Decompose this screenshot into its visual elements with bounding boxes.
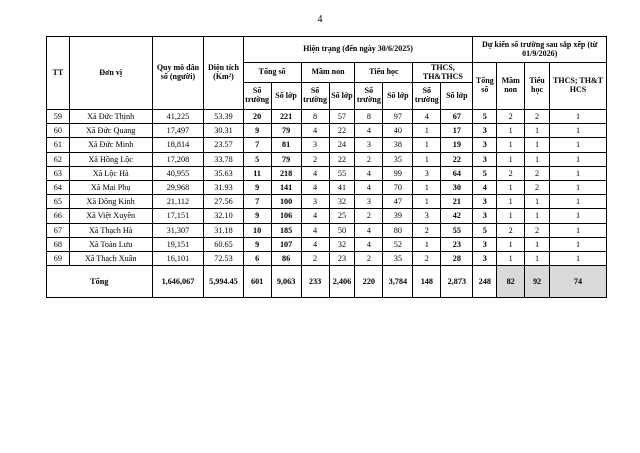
row-secondary-classes: 21: [441, 195, 473, 209]
row-plan-total: 3: [473, 237, 497, 251]
row-unit: Xã Hồng Lộc: [69, 152, 152, 166]
row-plan-preschool: 1: [497, 152, 525, 166]
row-plan-total: 5: [473, 223, 497, 237]
row-plan-total: 4: [473, 180, 497, 194]
row-plan-secondary: 1: [549, 209, 606, 223]
row-primary-schools: 3: [355, 138, 383, 152]
total-plan-secondary: 74: [549, 266, 606, 298]
row-plan-primary: 2: [525, 110, 550, 124]
row-primary-schools: 3: [355, 195, 383, 209]
row-tt: 59: [47, 110, 70, 124]
table-row: [47, 251, 607, 265]
header-unit: Đơn vị: [69, 37, 152, 110]
row-preschool-classes: 25: [329, 209, 355, 223]
row-secondary-classes: 22: [441, 152, 473, 166]
row-tt: 60: [47, 124, 70, 138]
row-total-schools: 9: [243, 124, 271, 138]
row-secondary-schools: 4: [413, 110, 441, 124]
row-population: 17,208: [152, 152, 204, 166]
row-preschool-schools: 4: [301, 180, 329, 194]
row-total-schools: 5: [243, 152, 271, 166]
row-primary-classes: 80: [383, 223, 413, 237]
header-current-primary: Tiểu học: [355, 63, 413, 83]
total-secondary-classes: 2,873: [441, 266, 473, 298]
row-plan-preschool: 1: [497, 180, 525, 194]
row-preschool-classes: 32: [329, 195, 355, 209]
header-plan-preschool: Mầm non: [497, 63, 525, 110]
row-plan-secondary: 1: [549, 166, 606, 180]
row-total-schools: 9: [243, 209, 271, 223]
total-secondary-schools: 148: [413, 266, 441, 298]
row-secondary-classes: 67: [441, 110, 473, 124]
row-primary-schools: 2: [355, 209, 383, 223]
header-schools: Số trường: [355, 83, 383, 110]
row-population: 21,112: [152, 195, 204, 209]
header-classes: Số lớp: [329, 83, 355, 110]
table-row: [47, 110, 607, 124]
row-plan-total: 3: [473, 138, 497, 152]
row-area: 27.56: [204, 195, 243, 209]
row-secondary-schools: 1: [413, 152, 441, 166]
row-plan-primary: 1: [525, 152, 550, 166]
header-planned: Dự kiến số trường sau sắp xếp (từ 01/9/2026): [473, 37, 607, 63]
table-row: [47, 166, 607, 180]
row-primary-schools: 4: [355, 180, 383, 194]
row-plan-secondary: 1: [549, 195, 606, 209]
row-tt: 69: [47, 251, 70, 265]
row-primary-classes: 99: [383, 166, 413, 180]
row-total-schools: 11: [243, 166, 271, 180]
table-body: [47, 110, 607, 298]
row-population: 17,497: [152, 124, 204, 138]
row-plan-primary: 1: [525, 237, 550, 251]
row-secondary-schools: 2: [413, 223, 441, 237]
row-population: 40,955: [152, 166, 204, 180]
row-primary-schools: 4: [355, 223, 383, 237]
row-area: 31.93: [204, 180, 243, 194]
row-secondary-classes: 55: [441, 223, 473, 237]
row-primary-schools: 4: [355, 237, 383, 251]
row-preschool-classes: 57: [329, 110, 355, 124]
row-primary-classes: 35: [383, 251, 413, 265]
total-area: 5,994.45: [204, 266, 243, 298]
row-plan-primary: 1: [525, 195, 550, 209]
row-area: 53.39: [204, 110, 243, 124]
row-plan-preschool: 2: [497, 166, 525, 180]
row-unit: Xã Đức Minh: [69, 138, 152, 152]
row-preschool-schools: 4: [301, 166, 329, 180]
table-row: [47, 237, 607, 251]
row-secondary-classes: 23: [441, 237, 473, 251]
row-plan-preschool: 1: [497, 138, 525, 152]
row-population: 31,307: [152, 223, 204, 237]
header-classes: Số lớp: [383, 83, 413, 110]
row-preschool-classes: 50: [329, 223, 355, 237]
row-preschool-schools: 2: [301, 251, 329, 265]
row-total-classes: 107: [271, 237, 301, 251]
row-area: 23.57: [204, 138, 243, 152]
row-plan-secondary: 1: [549, 110, 606, 124]
row-preschool-classes: 22: [329, 152, 355, 166]
row-primary-classes: 40: [383, 124, 413, 138]
row-unit: Xã Mai Phụ: [69, 180, 152, 194]
row-tt: 68: [47, 237, 70, 251]
row-plan-preschool: 1: [497, 195, 525, 209]
row-preschool-classes: 23: [329, 251, 355, 265]
header-classes: Số lớp: [441, 83, 473, 110]
row-total-classes: 141: [271, 180, 301, 194]
row-plan-preschool: 1: [497, 124, 525, 138]
row-plan-secondary: 1: [549, 152, 606, 166]
row-secondary-schools: 1: [413, 180, 441, 194]
total-plan-primary: 92: [525, 266, 550, 298]
table-row: [47, 180, 607, 194]
row-preschool-schools: 2: [301, 152, 329, 166]
header-plan-secondary: THCS; TH&T HCS: [549, 63, 606, 110]
row-primary-schools: 2: [355, 152, 383, 166]
row-secondary-classes: 19: [441, 138, 473, 152]
row-total-schools: 6: [243, 251, 271, 265]
row-plan-total: 3: [473, 152, 497, 166]
table-row: [47, 195, 607, 209]
row-population: 29,968: [152, 180, 204, 194]
table-row: [47, 138, 607, 152]
row-area: 32.10: [204, 209, 243, 223]
row-population: 17,151: [152, 209, 204, 223]
header-classes: Số lớp: [271, 83, 301, 110]
row-plan-total: 3: [473, 251, 497, 265]
table-row: [47, 124, 607, 138]
header-current-secondary: THCS, TH&THCS: [413, 63, 473, 83]
row-area: 60.65: [204, 237, 243, 251]
row-plan-total: 5: [473, 110, 497, 124]
row-plan-preschool: 1: [497, 209, 525, 223]
row-preschool-classes: 55: [329, 166, 355, 180]
row-plan-total: 3: [473, 124, 497, 138]
row-plan-secondary: 1: [549, 180, 606, 194]
row-total-schools: 7: [243, 138, 271, 152]
row-plan-total: 5: [473, 166, 497, 180]
row-population: 18,814: [152, 138, 204, 152]
total-label: Tổng: [47, 266, 153, 298]
row-unit: Xã Toàn Lưu: [69, 237, 152, 251]
row-total-classes: 79: [271, 152, 301, 166]
row-area: 30.31: [204, 124, 243, 138]
row-preschool-classes: 41: [329, 180, 355, 194]
row-population: 19,151: [152, 237, 204, 251]
row-unit: Xã Đức Thịnh: [69, 110, 152, 124]
row-plan-primary: 1: [525, 138, 550, 152]
row-primary-classes: 47: [383, 195, 413, 209]
row-plan-secondary: 1: [549, 124, 606, 138]
header-plan-primary: Tiểu học: [525, 63, 550, 110]
row-unit: Xã Đông Kinh: [69, 195, 152, 209]
row-tt: 66: [47, 209, 70, 223]
row-preschool-schools: 3: [301, 138, 329, 152]
row-preschool-schools: 4: [301, 209, 329, 223]
row-tt: 65: [47, 195, 70, 209]
row-plan-secondary: 1: [549, 223, 606, 237]
row-area: 72.53: [204, 251, 243, 265]
row-preschool-classes: 22: [329, 124, 355, 138]
school-data-table: [46, 36, 607, 298]
header-schools: Số trường: [413, 83, 441, 110]
row-plan-preschool: 1: [497, 251, 525, 265]
total-plan-preschool: 82: [497, 266, 525, 298]
row-population: 41,225: [152, 110, 204, 124]
row-secondary-schools: 1: [413, 195, 441, 209]
row-tt: 61: [47, 138, 70, 152]
row-primary-schools: 4: [355, 166, 383, 180]
row-primary-schools: 8: [355, 110, 383, 124]
row-unit: Xã Đức Quang: [69, 124, 152, 138]
row-total-schools: 10: [243, 223, 271, 237]
total-classes: 9,063: [271, 266, 301, 298]
header-current-status: Hiện trạng (đến ngày 30/6/2025): [243, 37, 473, 63]
row-total-schools: 20: [243, 110, 271, 124]
total-plan-total: 248: [473, 266, 497, 298]
row-preschool-schools: 4: [301, 124, 329, 138]
row-secondary-classes: 30: [441, 180, 473, 194]
row-tt: 64: [47, 180, 70, 194]
row-primary-classes: 38: [383, 138, 413, 152]
row-secondary-classes: 42: [441, 209, 473, 223]
row-total-schools: 9: [243, 180, 271, 194]
row-primary-classes: 97: [383, 110, 413, 124]
header-population: Quy mô dân số (người): [152, 37, 204, 110]
row-tt: 62: [47, 152, 70, 166]
row-primary-classes: 39: [383, 209, 413, 223]
row-primary-classes: 52: [383, 237, 413, 251]
total-primary-schools: 220: [355, 266, 383, 298]
row-secondary-schools: 1: [413, 124, 441, 138]
header-current-preschool: Mầm non: [301, 63, 355, 83]
row-area: 31.18: [204, 223, 243, 237]
row-primary-schools: 4: [355, 124, 383, 138]
header-schools: Số trường: [301, 83, 329, 110]
row-unit: Xã Thạch Xuân: [69, 251, 152, 265]
row-plan-secondary: 1: [549, 237, 606, 251]
row-primary-schools: 2: [355, 251, 383, 265]
page-number: 4: [317, 14, 323, 25]
row-plan-primary: 2: [525, 180, 550, 194]
header-plan-total: Tổng số: [473, 63, 497, 110]
row-primary-classes: 35: [383, 152, 413, 166]
row-population: 16,101: [152, 251, 204, 265]
row-total-classes: 185: [271, 223, 301, 237]
row-area: 33.78: [204, 152, 243, 166]
row-plan-secondary: 1: [549, 251, 606, 265]
header-schools: Số trường: [243, 83, 271, 110]
row-total-classes: 100: [271, 195, 301, 209]
row-total-classes: 106: [271, 209, 301, 223]
table-row: [47, 152, 607, 166]
row-total-classes: 81: [271, 138, 301, 152]
row-secondary-schools: 1: [413, 138, 441, 152]
row-unit: Xã Thạch Hà: [69, 223, 152, 237]
row-preschool-classes: 32: [329, 237, 355, 251]
row-plan-preschool: 1: [497, 237, 525, 251]
total-preschool-schools: 233: [301, 266, 329, 298]
row-preschool-schools: 4: [301, 237, 329, 251]
table-row: [47, 209, 607, 223]
total-population: 1,646,067: [152, 266, 204, 298]
row-preschool-schools: 3: [301, 195, 329, 209]
row-secondary-classes: 17: [441, 124, 473, 138]
row-secondary-schools: 1: [413, 237, 441, 251]
row-plan-secondary: 1: [549, 138, 606, 152]
table-row: [47, 223, 607, 237]
row-preschool-schools: 4: [301, 223, 329, 237]
row-plan-primary: 2: [525, 166, 550, 180]
header-area: Diện tích (Km²): [204, 37, 243, 110]
row-plan-preschool: 2: [497, 110, 525, 124]
total-preschool-classes: 2,406: [329, 266, 355, 298]
row-preschool-classes: 24: [329, 138, 355, 152]
row-primary-classes: 70: [383, 180, 413, 194]
row-area: 35.63: [204, 166, 243, 180]
row-total-classes: 218: [271, 166, 301, 180]
row-secondary-classes: 64: [441, 166, 473, 180]
row-total-classes: 221: [271, 110, 301, 124]
total-schools: 601: [243, 266, 271, 298]
row-unit: Xã Việt Xuyên: [69, 209, 152, 223]
row-total-schools: 7: [243, 195, 271, 209]
row-secondary-schools: 2: [413, 251, 441, 265]
row-plan-preschool: 2: [497, 223, 525, 237]
row-plan-primary: 1: [525, 209, 550, 223]
row-tt: 67: [47, 223, 70, 237]
row-preschool-schools: 8: [301, 110, 329, 124]
row-total-classes: 86: [271, 251, 301, 265]
row-secondary-schools: 3: [413, 166, 441, 180]
row-total-schools: 9: [243, 237, 271, 251]
row-unit: Xã Lộc Hà: [69, 166, 152, 180]
header-tt: TT: [47, 37, 70, 110]
row-plan-total: 3: [473, 195, 497, 209]
row-plan-primary: 1: [525, 251, 550, 265]
total-row: [47, 266, 607, 298]
row-tt: 63: [47, 166, 70, 180]
row-secondary-classes: 28: [441, 251, 473, 265]
row-secondary-schools: 3: [413, 209, 441, 223]
total-primary-classes: 3,784: [383, 266, 413, 298]
row-total-classes: 79: [271, 124, 301, 138]
row-plan-primary: 1: [525, 124, 550, 138]
row-plan-primary: 2: [525, 223, 550, 237]
row-plan-total: 3: [473, 209, 497, 223]
header-current-total: Tổng số: [243, 63, 301, 83]
